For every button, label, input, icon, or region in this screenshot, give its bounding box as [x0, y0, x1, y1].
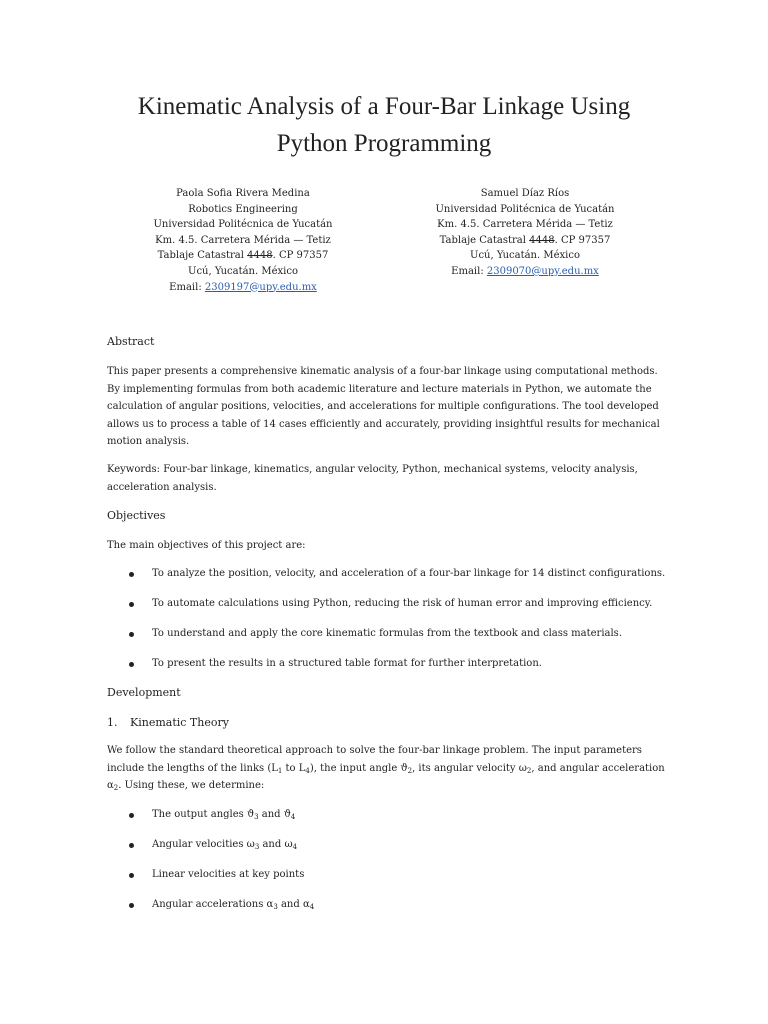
bullet-icon [129, 873, 134, 878]
author-address-2: Tablaje Catastral 4448. CP 97357 [157, 250, 329, 262]
author-address-1: Km. 4.5. Carretera Mérida — Tetiz [437, 219, 613, 231]
abstract-text: This paper presents a comprehensive kinematic analysis of a four-bar linkage using computational methods. By implementing formulas from both academic literature and lecture materials in Python, we automate the calculation of angular positions, velocities, and accelerations for multiple configurations. The tool developed allows us to process a table of 14 cases efficiently and accurately, providing insightful results for mechanical motion analysis. [107, 366, 660, 447]
objectives-intro: The main objectives of this project are: [107, 540, 306, 551]
bullet-icon [129, 843, 134, 848]
author-university: Universidad Politécnica de Yucatán [435, 203, 615, 215]
author-address-2: Tablaje Catastral 4448. CP 97357 [439, 234, 611, 246]
section-number: 1. [107, 716, 118, 729]
author-email-link[interactable]: 2309070@upy.edu.mx [486, 265, 599, 277]
title-line-2: Python Programming [276, 130, 492, 157]
bullet-icon [129, 572, 134, 577]
paper-title [60, 88, 708, 162]
author-email-line: Email: 2309197@upy.edu.mx [169, 281, 317, 293]
author-department: Robotics Engineering [188, 203, 298, 215]
bullet-icon [129, 813, 134, 818]
bullet-icon [129, 903, 134, 908]
author-city: Ucú, Yucatán. México [188, 265, 298, 277]
abstract-heading: Abstract [107, 335, 155, 348]
author-block-2 [395, 186, 655, 280]
bullet-icon [129, 602, 134, 607]
development-heading: Development [107, 686, 181, 699]
author-email-link[interactable]: 2309197@upy.edu.mx [204, 281, 317, 293]
title-line-1: Kinematic Analysis of a Four-Bar Linkage Using [137, 93, 631, 120]
author-address-1: Km. 4.5. Carretera Mérida — Tetiz [155, 234, 331, 246]
author-block-1 [113, 186, 373, 295]
author-university: Universidad Politécnica de Yucatán [153, 219, 333, 231]
author-email-line: Email: 2309070@upy.edu.mx [451, 265, 599, 277]
author-name: Samuel Díaz Ríos [480, 188, 570, 199]
section-title: Kinematic Theory [130, 716, 229, 729]
author-name: Paola Sofia Rivera Medina [176, 188, 310, 199]
bullet-icon [129, 632, 134, 637]
theory-paragraph: We follow the standard theoretical approach to solve the four-bar linkage problem. The input parameters include the lengths of the links ($L_1$ to $L_4$), the input angle $ϑ_2$, its angular velocity $\omega_2$, and angular acceleration $\alpha_2$. Using these, we determine: [107, 745, 665, 792]
bullet-icon [129, 662, 134, 667]
paper-page: Kinematic Analysis of a Four-Bar Linkage Using Python Programming Paola Sofia Rivera Medina Robotics Engineering Universidad Politécnica de Yucatán Km. 4.5. Carretera Mérida — Tetiz Tablaje Catastral 4448. CP 97357 Ucú, Yucatán. México Email: 2309197@upy.edu.mx Samuel Díaz Ríos Universidad Politécnica de Yucatán Km. 4.5. Carretera Mérida — Tetiz Tablaje Catastral 4448. CP 97357 Ucú, Yucatán. México Email: 2309070@upy.edu.mx Abstract This paper presents a comprehensive kinematic analysis of a four-bar linkage using computational methods. By implementing formulas from both academic literature and lecture materials in Python, we automate the calculation of angular positions, velocities, and accelerations for multiple configurations. The tool developed allows us to process a table of 14 cases efficiently and accurately, providing insightful results for mechanical motion analysis. Keywords: Four-bar linkage, kinematics, angular velocity, Python, mechanical systems, velocity analysis, acceleration analysis. Objectives The main objectives of this project are: To analyze the position, velocity, and acceleration of a four-bar linkage for 14 distinct configurations. To automate calculations using Python, reducing the risk of human error and improving efficiency. To understand and apply the core kinematic formulas from the textbook and class materials. To present the results in a structured table format for further interpretation. Development 1. Kinematic Theory We follow the standard theoretical approach to solve the four-bar linkage problem. The input parameters include the lengths of the links ($L_1$ to $L_4$), the input angle $ϑ_2$, its angular velocity $\omega_2$, and angular acceleration $\alpha_2$. Using these, we determine: The output angles $ϑ_3$ and $ϑ_4$ Angular velocities $\omega_3$ and $\omega_4$ Linear velocities at key points Angular accelerations $\alpha_3$ and $\alpha_4$ [0, 0, 768, 1024]
keywords-text: Keywords: Four-bar linkage, kinematics, angular velocity, Python, mechanical systems, velocity analysis, acceleration analysis. [107, 464, 638, 493]
author-city: Ucú, Yucatán. México [470, 250, 580, 262]
objectives-heading: Objectives [107, 509, 166, 522]
